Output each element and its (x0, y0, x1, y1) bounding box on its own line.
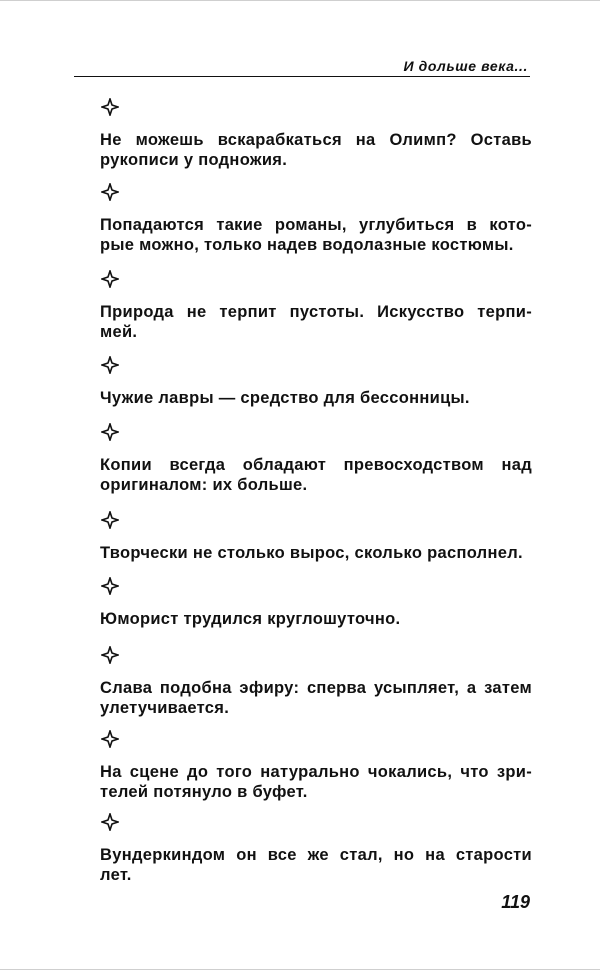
four-point-star-icon (101, 646, 119, 664)
aphorism-text (100, 215, 532, 255)
aphorism (100, 423, 532, 495)
aphorism-text (100, 678, 532, 718)
four-point-star-icon (101, 813, 119, 831)
text-line: улетучивается. (100, 699, 230, 717)
four-point-star-icon (101, 183, 119, 201)
text-line: телей потянуло в буфет. (100, 783, 308, 801)
aphorism (100, 577, 532, 629)
text-line: рукописи у подножия. (100, 151, 288, 169)
text-line: Вундеркиндом он все же стал, но на старости (100, 846, 532, 864)
aphorism (100, 511, 532, 563)
four-point-star-icon (101, 577, 119, 595)
aphorism (100, 356, 532, 408)
text-line: Попадаются такие романы, углубиться в кото- (100, 216, 532, 234)
text-line: Творчески не столько вырос, сколько располнел. (100, 544, 523, 562)
aphorism-text (100, 609, 532, 629)
aphorism (100, 183, 532, 255)
aphorism-text (100, 302, 532, 342)
text-line: Природа не терпит пустоты. Искусство терпи- (100, 303, 532, 321)
text-line: оригиналом: их больше. (100, 476, 308, 494)
page-number: 119 (501, 892, 530, 912)
text-line: Копии всегда обладают превосходством над (100, 456, 532, 474)
aphorism (100, 646, 532, 718)
four-point-star-icon (101, 511, 119, 529)
text-line: На сцене до того натурально чокались, что зри- (100, 763, 532, 781)
text-line: рые можно, только надев водолазные костюмы. (100, 236, 514, 254)
aphorism-text (100, 845, 532, 885)
page-bottom-edge (0, 969, 600, 970)
four-point-star-icon (101, 423, 119, 441)
aphorism-text (100, 455, 532, 495)
text-line: Чужие лавры — средство для бессонницы. (100, 389, 470, 407)
four-point-star-icon (101, 356, 119, 374)
four-point-star-icon (101, 270, 119, 288)
four-point-star-icon (101, 730, 119, 748)
running-head-title: И дольше века... (403, 58, 528, 74)
text-line: лет. (100, 866, 132, 884)
aphorism (100, 730, 532, 802)
text-line: Не можешь вскарабкаться на Олимп? Оставь (100, 131, 532, 149)
text-line: мей. (100, 323, 138, 341)
aphorism (100, 270, 532, 342)
aphorism-text (100, 762, 532, 802)
text-line: Слава подобна эфиру: сперва усыпляет, а затем (100, 679, 532, 697)
page-top-edge (0, 0, 600, 1)
four-point-star-icon (101, 98, 119, 116)
aphorism (100, 98, 532, 170)
aphorism-text (100, 543, 532, 563)
running-head (74, 58, 530, 77)
text-line: Юморист трудился круглошуточно. (100, 610, 401, 628)
aphorism (100, 813, 532, 885)
aphorism-text (100, 388, 532, 408)
aphorism-text (100, 130, 532, 170)
